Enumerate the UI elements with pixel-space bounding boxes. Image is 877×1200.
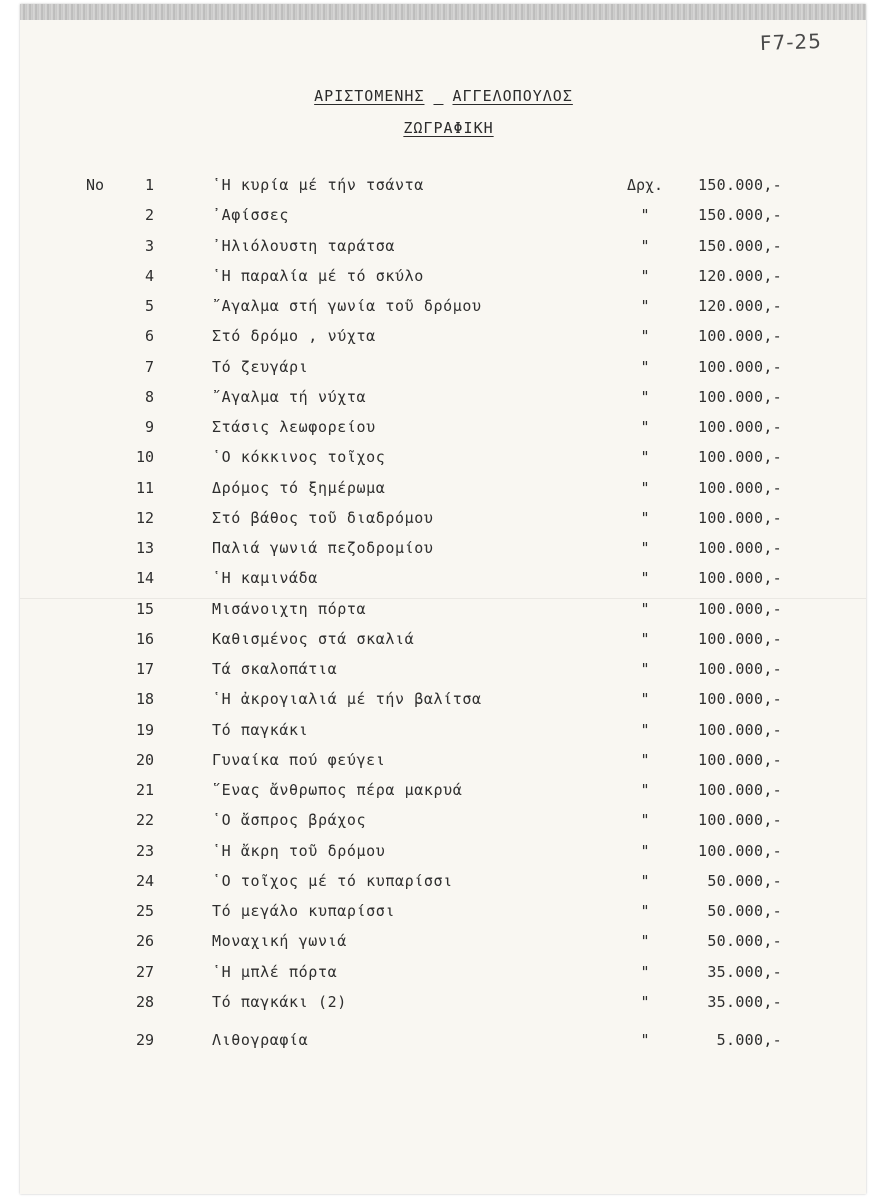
item-currency: " [640, 629, 650, 648]
item-currency: " [640, 720, 650, 739]
item-title: ῎Αγαλμα στή γωνία τοῦ δρόμου [212, 297, 482, 315]
item-currency: " [640, 327, 650, 346]
item-title: Δρόμος τό ξημέρωμα [212, 478, 386, 497]
item-title: ῎Αγαλμα τή νύχτα [212, 387, 367, 406]
item-currency: " [640, 871, 650, 890]
list-item [0, 781, 877, 805]
item-currency: " [640, 841, 650, 860]
item-number: 20 [135, 750, 154, 769]
item-number: 29 [135, 1031, 154, 1049]
list-item [0, 479, 877, 503]
item-price: 150.000,- [698, 236, 782, 255]
item-number: 16 [135, 629, 154, 648]
item-number: 15 [135, 599, 154, 618]
item-number: 9 [144, 418, 154, 436]
item-price: 100.000,- [698, 508, 782, 527]
list-item [0, 448, 877, 472]
list-item [0, 297, 877, 321]
handwritten-reference: F7-25 [759, 28, 823, 56]
item-title: Γυναίκα πού φεύγει [212, 750, 386, 769]
item-currency: " [640, 781, 650, 799]
item-price: 100.000,- [698, 569, 782, 588]
item-price: 100.000,- [698, 418, 782, 436]
artist-last-name: ΑΓΓΕΛΟΠΟΥΛΟΣ [452, 87, 573, 105]
item-title: ᾿Αφίσσες [212, 206, 290, 225]
list-item [0, 569, 877, 593]
item-number: 7 [144, 357, 154, 376]
item-number: 11 [135, 478, 154, 497]
item-number: 10 [135, 448, 154, 467]
item-number: 27 [135, 962, 154, 981]
artist-name [5, 87, 877, 105]
list-item [0, 660, 877, 684]
list-item [0, 237, 877, 261]
item-number: 2 [144, 206, 154, 225]
item-title: Τό μεγάλο κυπαρίσσι [212, 902, 395, 920]
item-title: Τό παγκάκι [212, 720, 309, 739]
list-item [0, 176, 877, 200]
item-price: 100.000,- [698, 539, 782, 557]
item-number: 24 [135, 871, 154, 890]
list-item [0, 1031, 877, 1055]
item-currency: " [640, 962, 650, 981]
list-item [0, 721, 877, 745]
item-currency: " [640, 297, 650, 315]
item-title: ῾Η ἄκρη τοῦ δρόμου [212, 841, 386, 860]
list-item [0, 751, 877, 775]
item-number: 14 [135, 569, 154, 588]
list-item [0, 630, 877, 654]
item-currency: " [640, 660, 650, 678]
artist-first-name: ΑΡΙΣΤΟΜΕΝΗΣ [314, 87, 425, 105]
item-number: 1 [144, 176, 154, 194]
list-item [0, 690, 877, 714]
item-title: ῾Η παραλία μέ τό σκύλο [212, 266, 424, 285]
item-price: 5.000,- [716, 1031, 782, 1049]
item-currency: " [640, 599, 650, 618]
item-number: 23 [135, 841, 154, 860]
item-price: 120.000,- [698, 266, 782, 285]
item-title: ῾Η καμινάδα [212, 569, 318, 588]
item-title: Παλιά γωνιά πεζοδρομίου [212, 539, 434, 557]
item-number: 28 [135, 992, 154, 1011]
item-currency: " [640, 932, 650, 951]
item-currency: " [640, 992, 650, 1011]
item-title: Μοναχική γωνιά [212, 932, 347, 951]
item-price: 100.000,- [698, 660, 782, 678]
item-currency: Δρχ. [626, 176, 664, 194]
item-currency: " [640, 811, 650, 830]
item-title: ῾Η ἀκρογιαλιά μέ τήν βαλίτσα [212, 690, 482, 709]
item-price: 100.000,- [698, 387, 782, 406]
item-currency: " [640, 569, 650, 588]
item-title: ῾Ο ἄσπρος βράχος [212, 811, 367, 830]
item-title: Μισάνοιχτη πόρτα [212, 599, 367, 618]
item-price: 100.000,- [698, 781, 782, 799]
item-title: ᾿Ηλιόλουστη ταράτσα [212, 236, 395, 255]
item-number: 4 [144, 266, 154, 285]
item-price: 100.000,- [698, 750, 782, 769]
item-price: 150.000,- [698, 176, 782, 194]
item-currency: " [640, 750, 650, 769]
item-price: 50.000,- [707, 902, 782, 920]
item-title: Τά σκαλοπάτια [212, 660, 338, 678]
list-item [0, 418, 877, 442]
item-price: 35.000,- [707, 962, 782, 981]
item-price: 100.000,- [698, 448, 782, 467]
list-label: No [86, 176, 105, 194]
item-price: 100.000,- [698, 720, 782, 739]
item-title: Στό βάθος τοῦ διαδρόμου [212, 508, 434, 527]
item-number: 26 [135, 932, 154, 951]
item-price: 35.000,- [707, 992, 782, 1011]
item-title: Λιθογραφία [212, 1031, 309, 1049]
item-title: Καθισμένος στά σκαλιά [212, 629, 415, 648]
list-item [0, 388, 877, 412]
item-price: 100.000,- [698, 478, 782, 497]
item-price: 100.000,- [698, 357, 782, 376]
item-number: 21 [135, 781, 154, 799]
item-currency: " [640, 418, 650, 436]
item-currency: " [640, 448, 650, 467]
item-currency: " [640, 266, 650, 285]
item-currency: " [640, 539, 650, 557]
list-item [0, 539, 877, 563]
list-item [0, 872, 877, 896]
list-item [0, 206, 877, 230]
heading-gap [424, 87, 452, 105]
item-currency: " [640, 902, 650, 920]
item-title: ῾Η μπλέ πόρτα [212, 962, 338, 981]
list-item [0, 811, 877, 835]
item-number: 19 [135, 720, 154, 739]
scan-edge [20, 4, 866, 20]
item-price: 100.000,- [698, 599, 782, 618]
item-number: 3 [144, 236, 154, 255]
item-number: 13 [135, 539, 154, 557]
item-currency: " [640, 206, 650, 225]
item-number: 6 [144, 327, 154, 346]
item-title: Στάσις λεωφορείου [212, 418, 376, 436]
list-item [0, 842, 877, 866]
item-title: Τό παγκάκι (2) [212, 992, 347, 1011]
item-price: 50.000,- [707, 932, 782, 951]
item-currency: " [640, 387, 650, 406]
item-number: 12 [135, 508, 154, 527]
item-price: 100.000,- [698, 811, 782, 830]
list-item [0, 963, 877, 987]
item-number: 8 [144, 387, 154, 406]
list-item [0, 932, 877, 956]
item-price: 50.000,- [707, 871, 782, 890]
item-number: 22 [135, 811, 154, 830]
item-price: 100.000,- [698, 327, 782, 346]
list-item [0, 509, 877, 533]
list-item [0, 327, 877, 351]
item-title: Τό ζευγάρι [212, 357, 309, 376]
item-price: 120.000,- [698, 297, 782, 315]
item-currency: " [640, 478, 650, 497]
list-item [0, 267, 877, 291]
item-title: Στό δρόμο , νύχτα [212, 327, 376, 346]
item-currency: " [640, 357, 650, 376]
item-number: 5 [144, 297, 154, 315]
item-price: 100.000,- [698, 841, 782, 860]
list-item [0, 993, 877, 1017]
item-currency: " [640, 236, 650, 255]
list-item [0, 902, 877, 926]
subject-title: ΖΩΓΡΑΦΙΚΗ [403, 119, 494, 137]
item-number: 17 [135, 660, 154, 678]
item-price: 100.000,- [698, 629, 782, 648]
document-subject [10, 119, 877, 137]
item-currency: " [640, 690, 650, 709]
item-currency: " [640, 1031, 650, 1049]
item-title: ῾Η κυρία μέ τήν τσάντα [212, 176, 424, 194]
item-price: 150.000,- [698, 206, 782, 225]
item-number: 25 [135, 902, 154, 920]
item-price: 100.000,- [698, 690, 782, 709]
item-currency: " [640, 508, 650, 527]
item-title: ῾Ο τοῖχος μέ τό κυπαρίσσι [212, 871, 453, 890]
item-title: ῾Ο κόκκινος τοῖχος [212, 448, 386, 467]
item-title: ῞Ενας ἄνθρωπος πέρα μακρυά [212, 781, 463, 799]
list-item [0, 600, 877, 624]
item-number: 18 [135, 690, 154, 709]
list-item [0, 358, 877, 382]
